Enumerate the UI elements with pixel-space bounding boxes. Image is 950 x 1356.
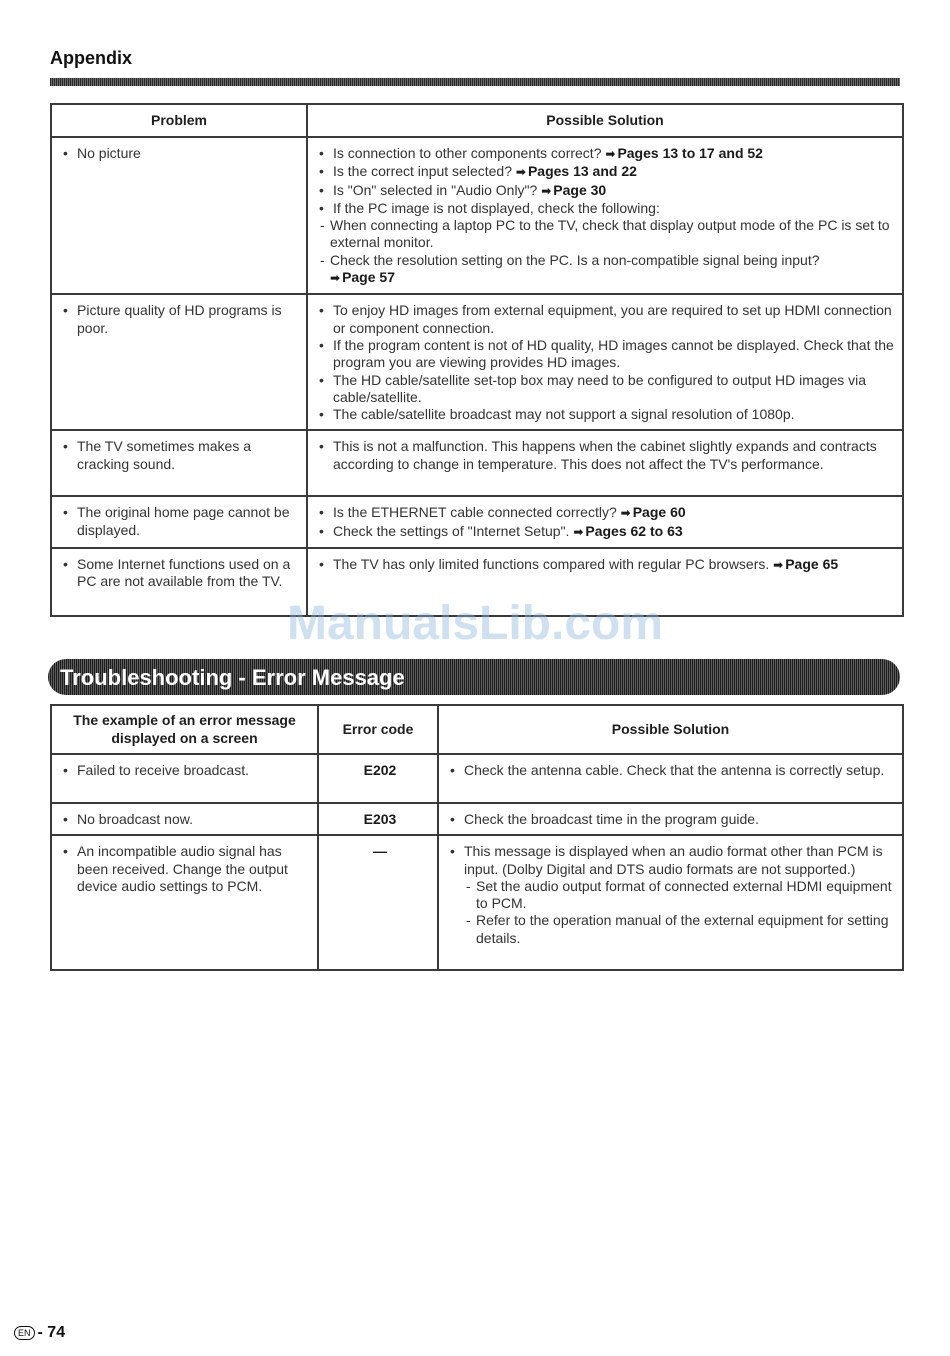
- solution-cell: [307, 294, 903, 430]
- problem-cell: [51, 430, 307, 496]
- watermark: ManualsLib.com: [286, 597, 664, 650]
- solution-text: Is the ETHERNET cable connected correctly?: [333, 504, 617, 521]
- table-row: [51, 496, 903, 548]
- solution-text: This message is displayed when an audio format other than PCM is input. (Dolby Digital and DTS audio formats are not supported.): [464, 843, 883, 877]
- problem-cell: [51, 137, 307, 294]
- page-reference-label: Page 65: [785, 556, 839, 573]
- solution-text: Check the settings of "Internet Setup".: [333, 522, 570, 539]
- message-text: • No broadcast now.: [62, 811, 311, 828]
- page-reference-label: Page 57: [342, 269, 395, 286]
- problem-text: • The TV sometimes makes a cracking sound.: [62, 438, 300, 473]
- arrow-icon: ➡: [330, 271, 341, 286]
- solution-item: [318, 504, 896, 522]
- solution-text: Is connection to other components correct?: [333, 145, 602, 161]
- solution-cell: [438, 803, 903, 835]
- solution-item: [318, 556, 896, 574]
- sub-item: - Set the audio output format of connected external HDMI equipment to PCM.: [464, 878, 896, 913]
- solution-cell: [307, 430, 903, 496]
- arrow-icon: ➡: [773, 558, 784, 573]
- message-cell: [51, 835, 318, 970]
- problem-text: • Some Internet functions used on a PC are not available from the TV.: [62, 556, 300, 591]
- language-badge-icon: EN: [14, 1326, 35, 1340]
- troubleshooting-header-bar: [48, 659, 900, 695]
- page-number: - 74: [37, 1324, 66, 1341]
- section-title: Appendix: [50, 48, 133, 68]
- table-row: [51, 430, 903, 496]
- solution-cell: [307, 137, 903, 294]
- solution-item: • The cable/satellite broadcast may not support a signal resolution of 1080p.: [318, 406, 896, 423]
- problem-column-header: Problem: [51, 104, 307, 137]
- problem-cell: [51, 496, 307, 548]
- solution-text: If the PC image is not displayed, check the following:: [333, 199, 660, 216]
- solution-text: Is "On" selected in "Audio Only"?: [333, 181, 538, 198]
- page-reference: [605, 145, 763, 161]
- sub-item: [318, 252, 896, 288]
- solution-item: • This is not a malfunction. This happens when the cabinet slightly expands and contracts according to change in temperature. This does not affect the TV's performance.: [318, 438, 896, 473]
- table-row: [51, 294, 903, 430]
- page-reference-label: Pages 13 and 22: [527, 163, 637, 180]
- problem-text: • No picture: [62, 145, 300, 162]
- solution-item: • The HD cable/satellite set-top box may need to be configured to output HD images via cable/satellite.: [318, 372, 896, 407]
- problem-solution-table: [50, 103, 904, 617]
- solution-item: • Check the broadcast time in the program guide.: [449, 811, 896, 828]
- arrow-icon: ➡: [541, 183, 552, 198]
- error-code-cell: —: [318, 835, 438, 970]
- solution-item: • If the program content is not of HD quality, HD images cannot be displayed. Check that the program you are viewing provides HD images.: [318, 337, 896, 372]
- sub-item: - When connecting a laptop PC to the TV, check that display output mode of the PC is set to external monitor.: [318, 217, 896, 252]
- error-code-cell: E202: [318, 754, 438, 803]
- solution-item: • To enjoy HD images from external equipment, you are required to set up HDMI connection or component connection.: [318, 302, 896, 337]
- arrow-icon: ➡: [605, 147, 616, 161]
- problem-text: • The original home page cannot be displayed.: [62, 504, 300, 539]
- solution-text: The TV has only limited functions compared with regular PC browsers.: [333, 556, 770, 573]
- page-reference: [330, 269, 395, 285]
- page-reference: [516, 163, 637, 179]
- message-text: • Failed to receive broadcast.: [62, 762, 311, 779]
- solution-item: • Check the antenna cable. Check that the antenna is correctly setup.: [449, 762, 896, 779]
- page-reference: [573, 523, 682, 539]
- solution-cell: [438, 754, 903, 803]
- solution-column-header: Possible Solution: [438, 705, 903, 754]
- error-message-table: [50, 704, 904, 971]
- solution-text: Is the correct input selected?: [333, 163, 512, 180]
- solution-item: [449, 843, 896, 947]
- solution-cell: [307, 496, 903, 548]
- message-text: • An incompatible audio signal has been received. Change the output device audio settings to PCM.: [62, 843, 311, 895]
- table-row: [51, 835, 903, 970]
- table-row: [51, 803, 903, 835]
- solution-item: [318, 163, 896, 181]
- page-reference-label: Page 30: [553, 181, 607, 198]
- page-reference-label: Pages 62 to 63: [585, 522, 683, 539]
- solution-item: [318, 145, 896, 163]
- solution-item: [318, 200, 896, 217]
- page-reference-label: Pages 13 to 17 and 52: [617, 145, 763, 161]
- solution-item: [318, 182, 896, 200]
- troubleshooting-title: Troubleshooting - Error Message: [60, 665, 405, 690]
- page-reference-label: Page 60: [632, 504, 686, 521]
- message-cell: [51, 754, 318, 803]
- arrow-icon: ➡: [573, 524, 584, 539]
- title-rule: [50, 78, 900, 86]
- table-row: [51, 137, 903, 294]
- page-footer: [14, 1324, 65, 1342]
- error-code-column-header: Error code: [318, 705, 438, 754]
- message-cell: [51, 803, 318, 835]
- problem-text: • Picture quality of HD programs is poor.: [62, 302, 300, 337]
- sub-item: - Refer to the operation manual of the external equipment for setting details.: [464, 912, 896, 947]
- page-reference: [773, 556, 838, 572]
- solution-cell: [438, 835, 903, 970]
- sub-item-text: Check the resolution setting on the PC. Is a non-compatible signal being input?: [330, 251, 820, 268]
- solution-column-header: Possible Solution: [307, 104, 903, 137]
- page-reference: [541, 182, 606, 198]
- error-code-cell: E203: [318, 803, 438, 835]
- arrow-icon: ➡: [515, 165, 526, 180]
- problem-cell: [51, 294, 307, 430]
- table-row: [51, 754, 903, 803]
- page-reference: [621, 504, 686, 520]
- message-column-header: The example of an error message displayed on a screen: [51, 705, 318, 754]
- arrow-icon: ➡: [620, 506, 631, 521]
- solution-item: [318, 523, 896, 541]
